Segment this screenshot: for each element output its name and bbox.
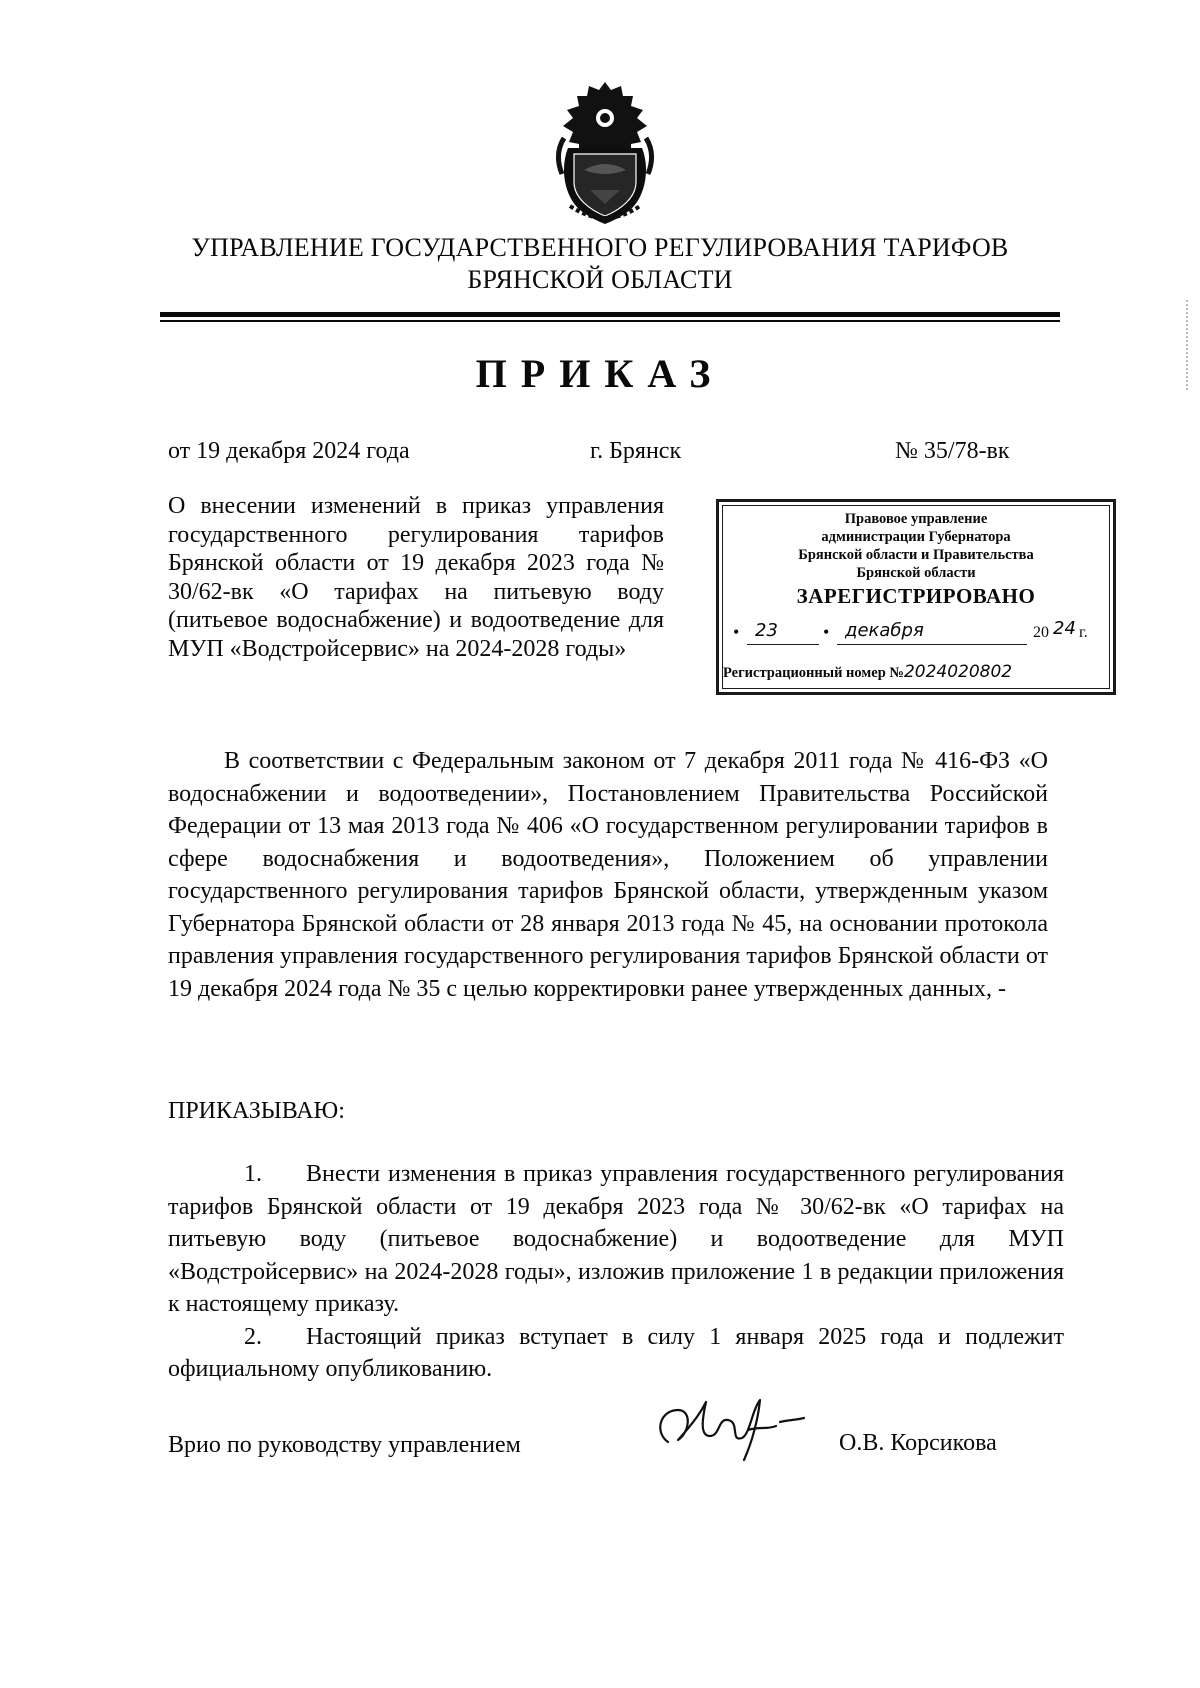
stamp-month: декабря (845, 620, 924, 641)
stamp-bullet-2: • (823, 622, 830, 642)
document-number: № 35/78-вк (895, 438, 1010, 464)
order-items (168, 1158, 1064, 1386)
order-item-text: Настоящий приказ вступает в силу 1 января 2025 года и подлежит официальному опубликованию. (168, 1323, 1064, 1382)
registration-stamp (716, 499, 1116, 695)
stamp-day: 23 (755, 620, 778, 641)
stamp-org-line2: администрации Губернатора (821, 529, 1011, 545)
order-item-number: 2. (244, 1323, 262, 1350)
document-meta-line (168, 438, 1028, 468)
order-item-text: Внести изменения в приказ управления государственного регулирования тарифов Брянской области от 19 декабря 2023 года № 30/62-вк «О тарифах на питьевую воду (питьевое водоснабжение) и водоотведение для МУП «Водстройсервис» на 2024-2028 годы», изложив приложение 1 в редакции приложения к настоящему приказу. (168, 1161, 1064, 1317)
header-rule-thin (160, 320, 1060, 322)
stamp-reg-label: Регистрационный номер № (723, 665, 904, 681)
stamp-year-unit: г. (1079, 624, 1088, 641)
stamp-org-line4: Брянской области (856, 565, 976, 581)
document-city: г. Брянск (590, 438, 682, 464)
order-word: ПРИКАЗЫВАЮ: (168, 1098, 345, 1124)
stamp-registration-number (723, 662, 1113, 682)
order-item (168, 1321, 1064, 1386)
stamp-day-underline (747, 644, 819, 645)
preamble-paragraph: В соответствии с Федеральным законом от 7 декабря 2011 года № 416-ФЗ «О водоснабжении и водоотведении», Постановлением Правительства Российской Федерации от 13 мая 2013 года № 406 «О государственном регулировании тарифов в сфере водоснабжения и водоотведения», Положением об управлении государственного регулирования тарифов Брянской области, утвержденным указом Губернатора Брянской области от 28 января 2013 года № 45, на основании протокола правления управления государственного регулирования тарифов Брянской области от 19 декабря 2024 года № 35 с целью корректировки ранее утвержденных данных, - (168, 748, 1048, 1002)
agency-header (150, 232, 1050, 296)
stamp-bullet: • (733, 622, 740, 642)
signatory-name: О.В. Корсикова (839, 1430, 997, 1456)
handwritten-signature (648, 1380, 818, 1470)
stamp-year-prefix: 20 (1033, 624, 1049, 641)
stamp-month-underline (837, 644, 1027, 645)
order-item-number: 1. (244, 1161, 262, 1187)
stamp-reg-number: 2024020802 (903, 662, 1013, 682)
header-rule-thick (160, 312, 1060, 317)
agency-name-line1: УПРАВЛЕНИЕ ГОСУДАРСТВЕННОГО РЕГУЛИРОВАНИЯ ТАРИФОВ (191, 233, 1009, 262)
stamp-org-line1: Правовое управление (844, 511, 988, 527)
stamp-org-line3: Брянской области и Правительства (798, 547, 1034, 563)
order-item (168, 1158, 1064, 1321)
stamp-status: ЗАРЕГИСТРИРОВАНО (796, 584, 1036, 608)
agency-name-line2: БРЯНСКОЙ ОБЛАСТИ (467, 265, 733, 294)
stamp-organization (719, 510, 1113, 582)
document-title: ПРИКАЗ (475, 351, 725, 396)
coat-of-arms-emblem (540, 78, 670, 228)
stamp-date-line (733, 620, 1103, 650)
document-date: от 19 декабря 2024 года (168, 438, 410, 464)
signatory-title: Врио по руководству управлением (168, 1432, 521, 1458)
stamp-year-suffix: 24 (1053, 618, 1076, 639)
document-subject: О внесении изменений в приказ управления государственного регулирования тарифов Брянской области от 19 декабря 2023 года № 30/62-вк «О тарифах на питьевую воду (питьевое водоснабжение) и водоотведение для МУП «Водстройсервис» на 2024-2028 годы» (168, 493, 664, 662)
scan-edge-mark (1186, 300, 1191, 390)
